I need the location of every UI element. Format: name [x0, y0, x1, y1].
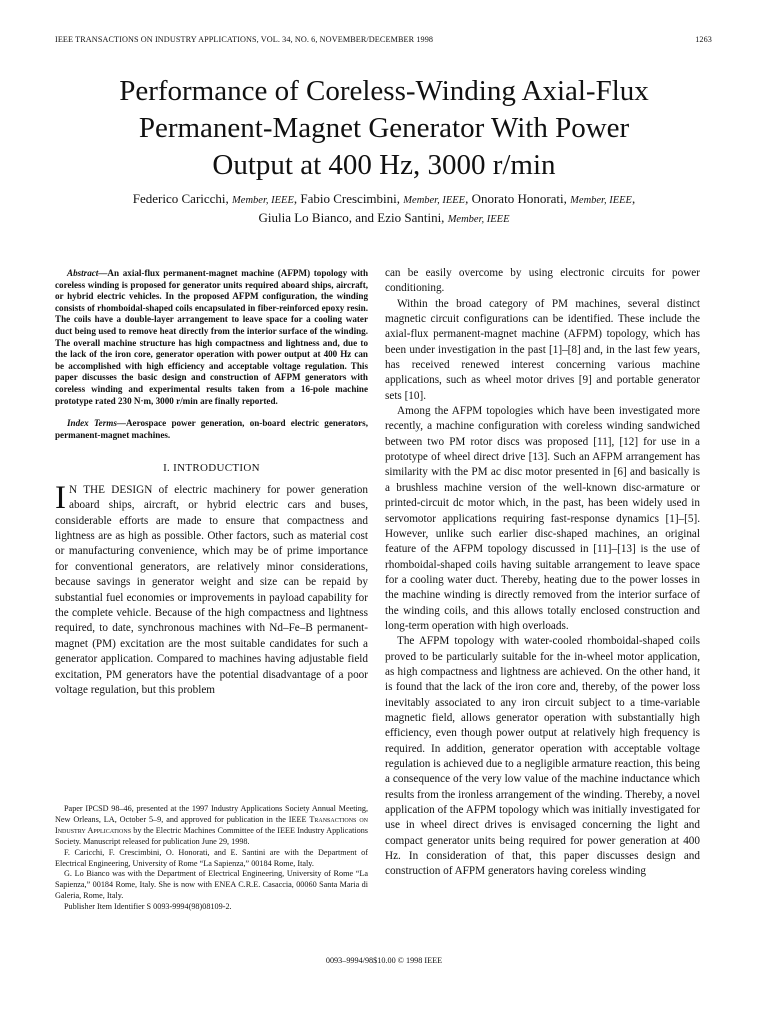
- author-membership: Member, IEEE: [232, 195, 294, 206]
- drop-cap: I: [55, 479, 66, 516]
- journal-name: IEEE TRANSACTIONS ON INDUSTRY APPLICATIONS, VOL. 34, NO. 6, NOVEMBER/DECEMBER 1998: [55, 35, 434, 44]
- title-line-2: Permanent-Magnet Generator With Power: [138, 112, 630, 144]
- abstract-label: Abstract—: [67, 268, 108, 278]
- title-line-1: Performance of Coreless-Winding Axial-Flux: [119, 75, 649, 107]
- body-paragraph: Among the AFPM topologies which have been investigated more recently, a machine configuration with coreless winding sandwiched between two PM rotor discs was proposed [11], [12] for use in a prototype of wheel direct drive [13]. Such an AFPM arrangement has similarity with the PM ac disc motor presented in [6] and basically is a brushless machine version of the well-known disc-armature or printed-circuit dc motor which, in the past, has been widely used in servomotor applications requiring fast-response dynamics [1]–[5]. However, unlike such earlier disc-shaped machines, an original feature of the AFPM topology discussed in [11]–[13] is the use of rhomboidal-shaped coils having suitable arrangement to leave space for a cooling water duct. Thereby, heating due to the power losses in the machine winding is directly removed from the interior surface of the winding coils, and this allows totally enclosed construction and long-term operation with high overloads.: [385, 405, 700, 632]
- author-membership: Member, IEEE: [570, 195, 632, 206]
- body-paragraph: can be easily overcome by using electronic circuits for power conditioning.: [385, 267, 700, 295]
- right-column: [385, 266, 700, 880]
- footnote-affiliation: F. Caricchi, F. Crescimbini, O. Honorati, and E. Santini are with the Department of Electrical Engineering, University of Rome “La Sapienza,” 00184 Rome, Italy.: [55, 847, 368, 868]
- copyright-footer: 0093–9994/98$10.00 © 1998 IEEE: [325, 956, 443, 965]
- footnote-publisher-id: Publisher Item Identifier S 0093-9994(98)08109-2.: [64, 902, 232, 912]
- intro-lead: N THE DESIGN: [69, 483, 153, 496]
- running-head: [55, 35, 712, 47]
- title-line-3: Output at 400 Hz, 3000 r/min: [212, 149, 556, 181]
- section-heading-introduction: I. INTRODUCTION: [163, 462, 260, 475]
- body-paragraph: Within the broad category of PM machines, several distinct magnetic circuit configurations can be identified. These include the axial-flux permanent-magnet machine (AFPM) topology, which has been under investigation in the past [1]–[8] and, in the last few years, has received renewed interest concerning various machine applications, such as wheel motor drives [9] and portable generator sets [10].: [385, 297, 700, 402]
- paper-title: [0, 73, 768, 184]
- intro-text: of electric machinery for power generation aboard ships, aircraft, or hybrid electric cars and buses, considerable efforts are made to ensure that compactness and lightness are as high as possible. Other factors, such as material cost or manufacturing convenience, which may be of prime importance for conventional generators, are relatively minor considerations, because savings in generator weight and size can be repaid by substantial fuel economies or improvements in payload capability for the complete vehicle. Because of the high compactness and lightness required, to date, synchronous machines with Nd–Fe–B permanent-magnet (PM) excitation are the most suitable candidates for such a generator application. Compared to machines having adjustable field excitation, PM generators have the potential disadvantage of a poor voltage regulation, but this problem: [55, 483, 368, 696]
- footnote: [55, 804, 368, 913]
- footnote-affiliation: G. Lo Bianco was with the Department of Electrical Engineering, University of Rome “La Sapienza,” 00184 Rome, Italy. She is now with ENEA C.R.E. Casaccia, 00060 Santa Maria di Galeria, Rome, Italy.: [55, 869, 368, 901]
- introduction-paragraph: [55, 479, 368, 699]
- index-terms: [55, 418, 368, 441]
- page-number: 1263: [695, 35, 712, 44]
- index-terms-label: Index Terms—: [67, 418, 126, 429]
- left-column: [55, 268, 368, 698]
- author-membership: Member, IEEE: [403, 195, 466, 206]
- abstract-text: An axial-flux permanent-magnet machine (AFPM) topology with coreless winding is proposed for generator units required aboard ships, aircraft, or hybrid electric vehicles. In the proposed AFPM configuration, the winding consists of rhomboidal-shaped coils encapsulated in fiber-reinforced epoxy resin. The coils have a double-layer arrangement to leave space for a cooling water duct being used to remove heat directly from the interior surface of the winding. The overall machine structure has high compactness and lightness and, due to the lack of the iron core, generator operation with power output at 400 Hz can be accomplished with high efficiency and acceptable voltage regulation. This paper discusses the basic design and construction of AFPM generators with coreless winding and experimental results taken from a 16-pole machine prototype rated 230 N·m, 3000 r/min are finally reported.: [55, 268, 368, 406]
- author-line-2: [0, 210, 768, 229]
- author-name: Fabio Crescimbini,: [300, 191, 401, 206]
- index-terms-text: Aerospace power generation, on-board electric generators, permanent-magnet machines.: [55, 418, 368, 440]
- author-list: [0, 191, 768, 228]
- author-membership: Member, IEEE: [447, 213, 510, 225]
- author-name: Onorato Honorati,: [471, 191, 567, 206]
- author-name: Giulia Lo Bianco, and Ezio Santini,: [258, 209, 445, 225]
- body-paragraph: The AFPM topology with water-cooled rhomboidal-shaped coils proved to be particularly suitable for the in-wheel motor application, as high compactness and lightness are achieved. On the other hand, it is found that the lack of the iron core and, thereby, of the power loss inevitably associated to any iron circuit subject to a time-variable magnetic field, allows generator operation with substantially high efficiency, even though power output at relatively high frequency is required. In addition, generator operation with acceptable voltage regulation is achieved due to a negligible armature reaction, this being a consequence of the very low value of the machine inductance which results from the ironless arrangement of the winding. Thereby, a novel application of the AFPM topology which was initially investigated for use in wheel direct drives is envisaged concerning the light and compact generator units being required for power generation at 400 Hz. In consideration of that, this paper discusses design and construction of AFPM generators having coreless winding: [385, 635, 700, 878]
- author-name: Federico Caricchi,: [132, 191, 229, 206]
- footnote-paper-info: Paper IPCSD 98–46, presented at the 1997 Industry Applications Society Annual Meeting, New Orleans, LA, October 5–9, and approved for publication in the IEEE Transactions on Industry Applications by the Electric Machines Committee of the IEEE Industry Applications Society. Manuscript released for publication June 29, 1998.: [55, 804, 368, 846]
- author-line-1: Federico Caricchi, Member, IEEE, Fabio Crescimbini, Member, IEEE, Onorato Honorati, Member, IEEE,: [132, 191, 636, 206]
- abstract: [55, 268, 368, 407]
